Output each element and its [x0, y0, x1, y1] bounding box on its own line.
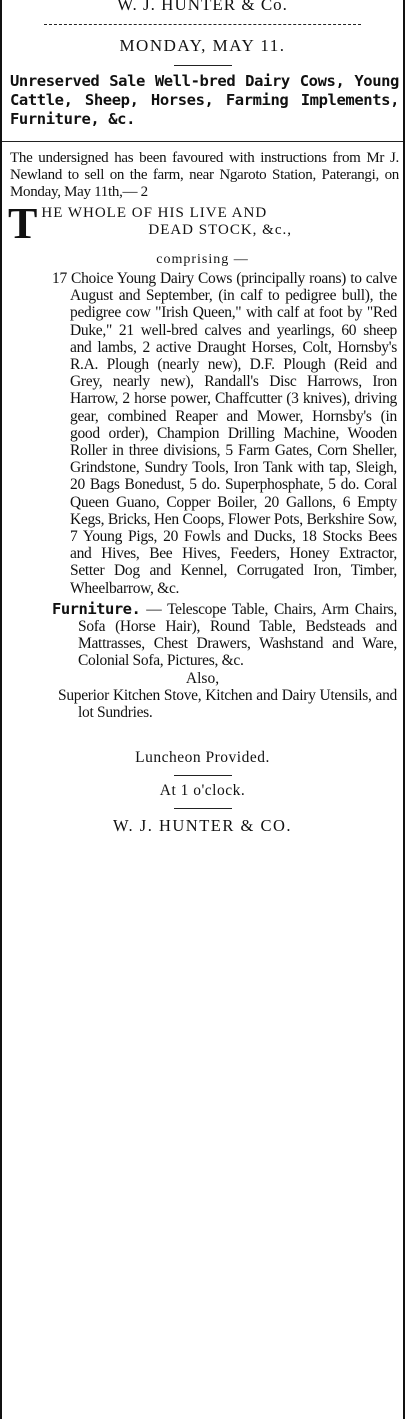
lead-line-2: DEAD STOCK, &c.,: [148, 222, 292, 238]
full-rule: [2, 141, 403, 142]
short-rule: [174, 775, 232, 776]
furniture-label: Furniture.: [52, 599, 141, 618]
luncheon-note: Luncheon Provided.: [135, 749, 270, 767]
furniture-text: — Telescope Table, Chairs, Arm Chairs, Sofa (Horse Hair), Round Table, Bedsteads and Mattrasses, Chest Drawers, Washstand and Ware, Colonial Sofa, Pictures, &c.: [78, 600, 397, 670]
lead-block: [8, 199, 399, 249]
footer-firm-name: W. J. HUNTER & CO.: [112, 816, 293, 836]
comprising-label: comprising —: [156, 252, 249, 267]
also-label: Also,: [185, 669, 220, 687]
stock-list: 17 Choice Young Dairy Cows (principally roans) to calve August and September, (in calf to pedigree bull), the pedigree cow "Irish Queen," with calf at foot by "Red Duke," 21 well-bred calves and yearlings, 60 sheep and lambs, 2 active Draught Horses, Colt, Hornsby's R.A. Plough (nearly new), D.F. Plough (Reid and Grey, nearly new), Randall's Disc Harrows, Iron Harrow, 2 horse power, Chaffcutter (3 knives), driving gear, combined Reaper and Mower, Hornsby's (in good order), Champion Drilling Machine, Wooden Roller in three divisions, 5 Farm Gates, Corn Sheller, Grindstone, Sundry Tools, Iron Tank with tap, Sleigh, 20 Bags Bonedust, 5 do. Superphosphate, 5 do. Coral Queen Guano, Copper Boiler, 20 Gallons, 6 Empty Kegs, Bricks, Hen Coops, Flower Pots, Berkshire Sow, 7 Young Pigs, 20 Fowls and Ducks, 18 Stocks Bees and Hives, Bee Hives, Feeders, Honey Extractor, Setter Dog and Kennel, Corrugated Iron, Timber, Wheelbarrow, &c.: [52, 270, 397, 597]
drop-cap: T: [8, 199, 38, 248]
header-firm-name: W. J. HUNTER & Co.: [117, 0, 288, 14]
lead-line-1: HE WHOLE OF HIS LIVE AND: [41, 205, 268, 221]
furniture-paragraph: [52, 599, 397, 670]
sale-date: MONDAY, MAY 11.: [119, 36, 286, 55]
dashed-divider: [44, 24, 361, 25]
sale-headline: Unreserved Sale Well-bred Dairy Cows, Young Cattle, Sheep, Horses, Farming Implements, Furniture, &c.: [10, 72, 399, 128]
kitchen-paragraph: Superior Kitchen Stove, Kitchen and Dairy Utensils, and lot Sundries.: [58, 686, 397, 721]
sale-time: At 1 o'clock.: [159, 782, 246, 800]
intro-paragraph: The undersigned has been favoured with instructions from Mr J. Newland to sell on the farm, near Ngaroto Station, Paterangi, on Monday, May 11th,— 2: [10, 150, 399, 200]
short-rule: [174, 808, 232, 809]
short-rule: [174, 65, 232, 66]
